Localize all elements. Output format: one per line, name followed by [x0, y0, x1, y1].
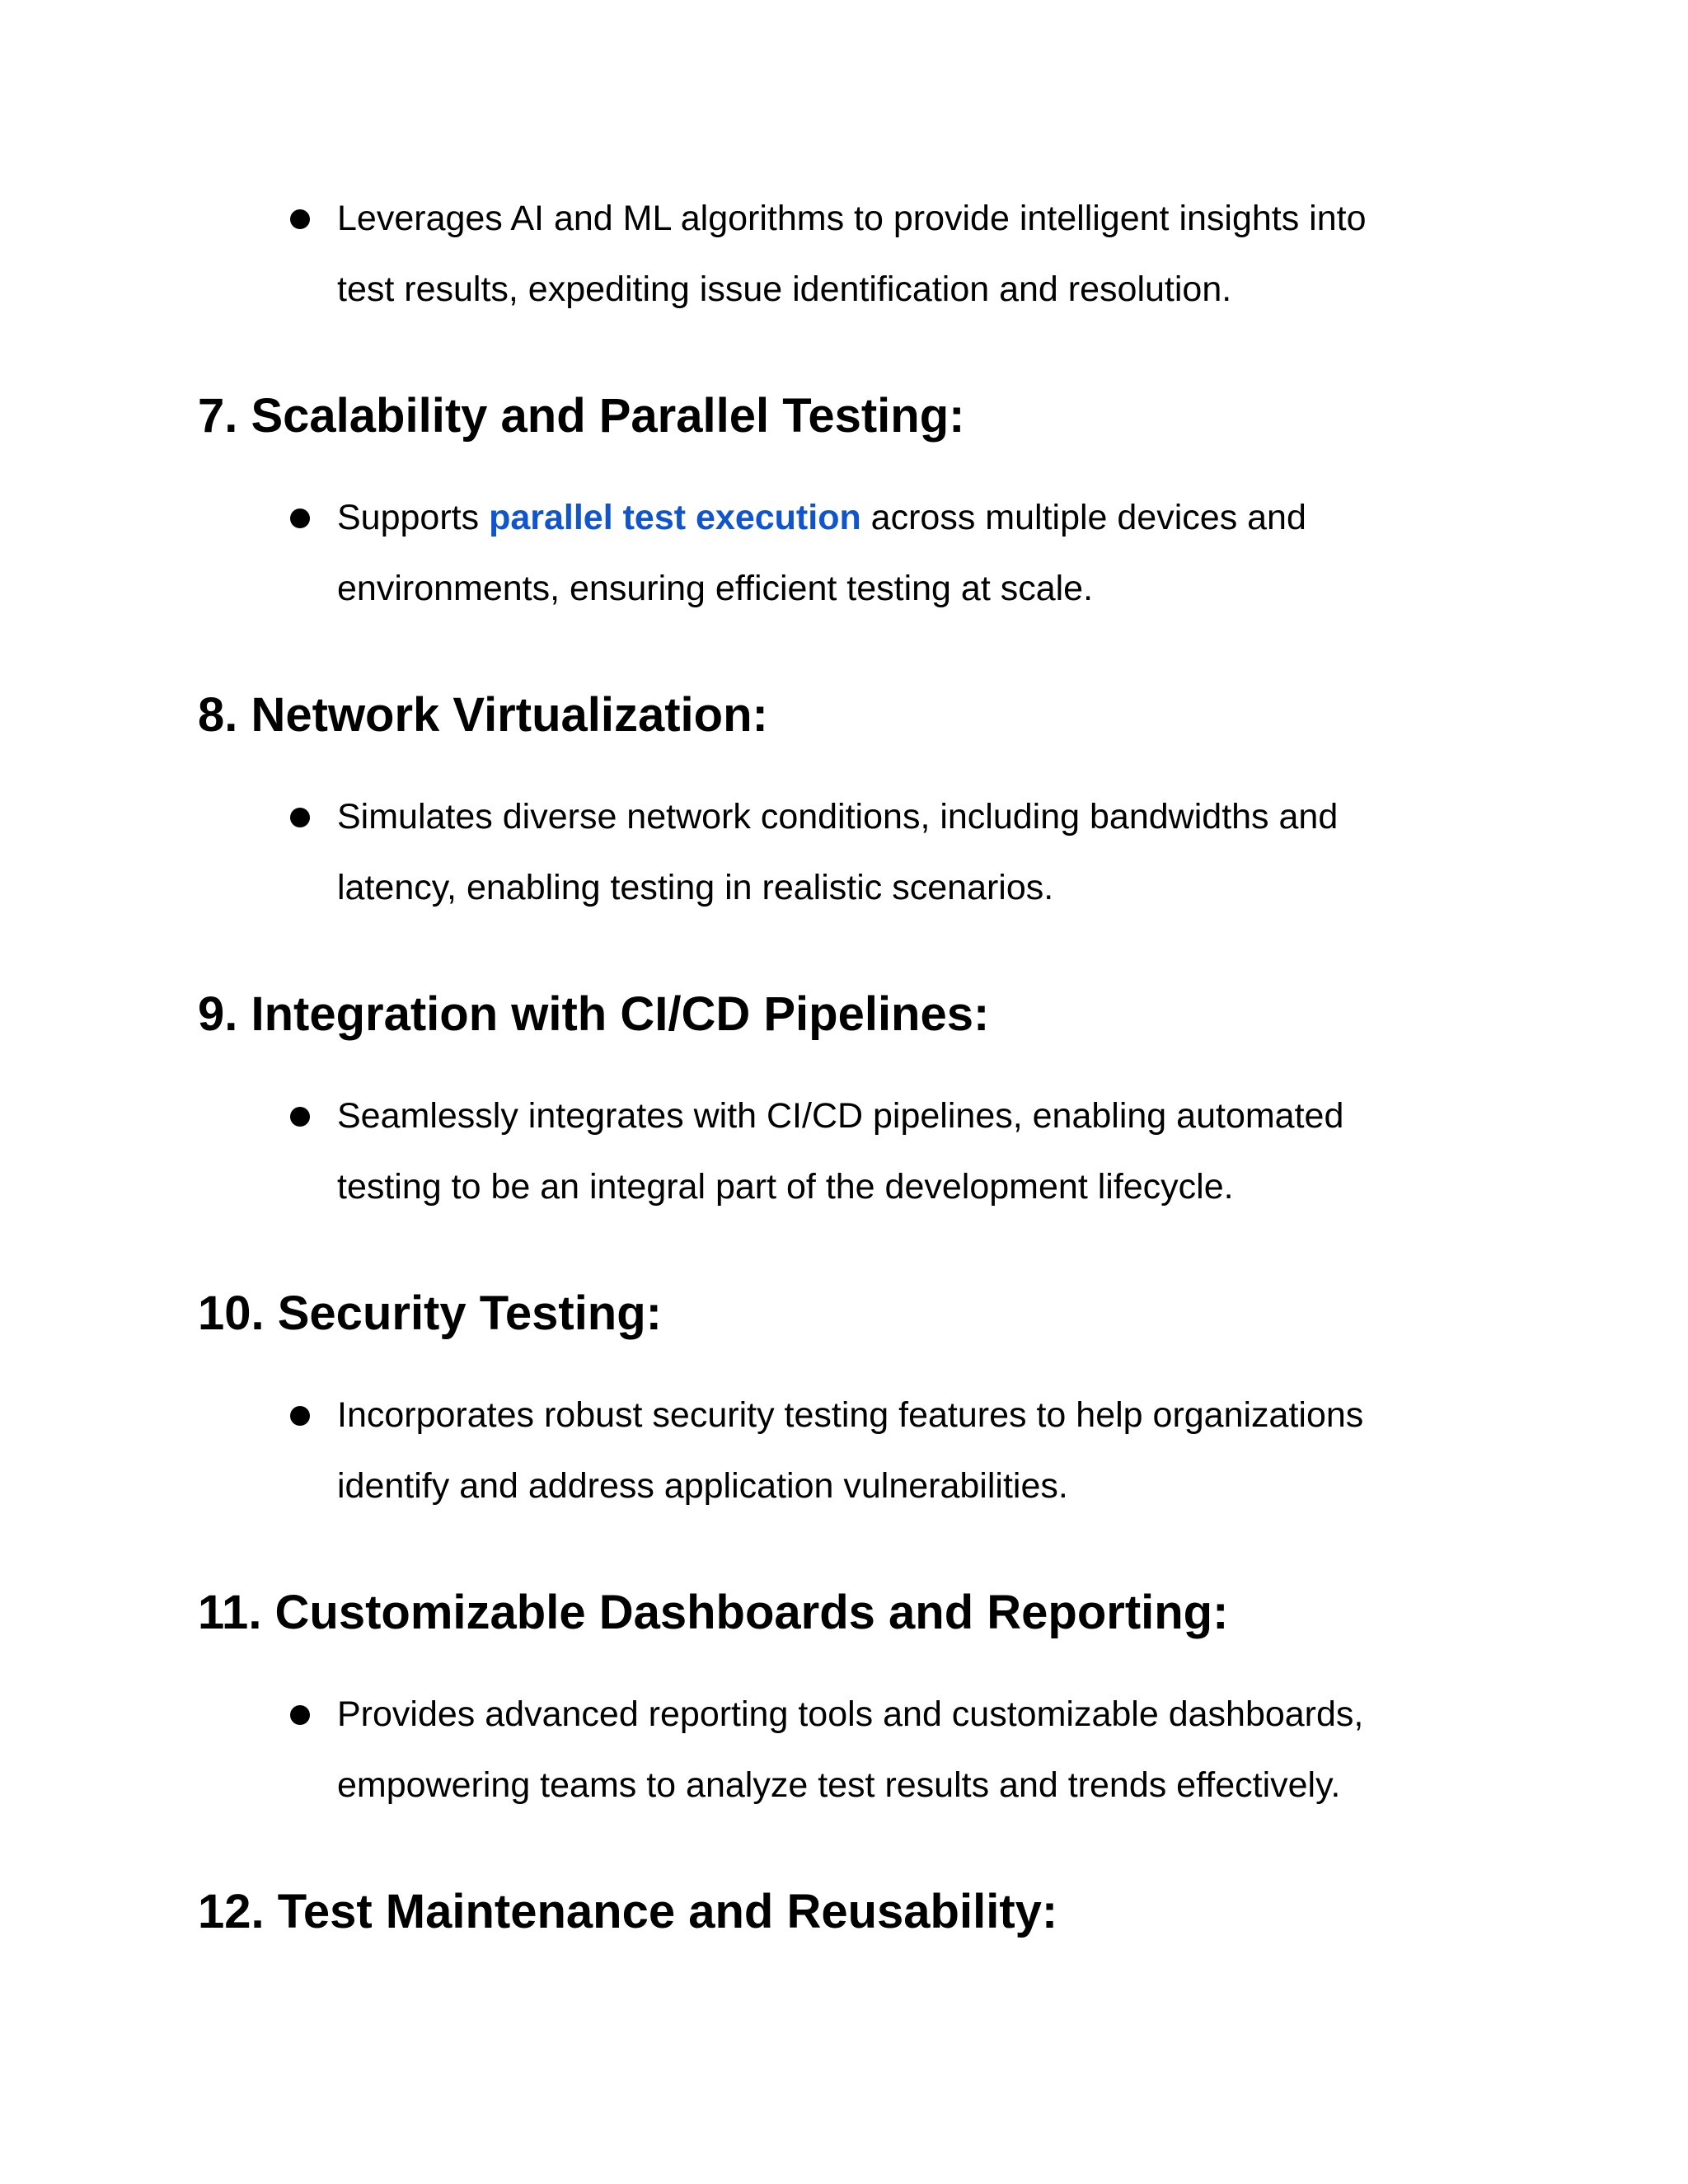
bullet-line: [337, 482, 1491, 553]
section-heading-test-maintenance: 12. Test Maintenance and Reusability:: [198, 1885, 1058, 1938]
section-heading-scalability: 7. Scalability and Parallel Testing:: [198, 389, 965, 443]
bullet-line: testing to be an integral part of the development lifecycle.: [337, 1167, 1234, 1207]
bullet-line: environments, ensuring efficient testing at scale.: [337, 569, 1094, 608]
bullet-line: Seamlessly integrates with CI/CD pipelines, enabling automated: [337, 1096, 1344, 1136]
bullet-item-cicd: [337, 1080, 1491, 1222]
bullet-item-security: [337, 1380, 1491, 1521]
bullet-dot: [290, 1107, 310, 1127]
bullet-line: test results, expediting issue identification and resolution.: [337, 269, 1232, 309]
section-heading-dashboards-reporting: 11. Customizable Dashboards and Reporting:: [198, 1586, 1229, 1639]
bullet-item-ai-insights: [337, 183, 1491, 325]
bullet-dot: [290, 808, 310, 827]
bullet-line: identify and address application vulnerabilities.: [337, 1466, 1068, 1506]
bullet-item-parallel-testing: [337, 482, 1491, 624]
section-heading-security-testing: 10. Security Testing:: [198, 1286, 662, 1340]
bullet-text-prefix: Supports: [337, 498, 490, 537]
bullet-dot: [290, 1705, 310, 1725]
bullet-line: latency, enabling testing in realistic scenarios.: [337, 868, 1054, 907]
section-heading-network-virtualization: 8. Network Virtualization:: [198, 688, 768, 742]
bullet-dot: [290, 1406, 310, 1426]
section-heading-cicd-integration: 9. Integration with CI/CD Pipelines:: [198, 987, 990, 1041]
bullet-dot: [290, 509, 310, 528]
bullet-dot: [290, 209, 310, 229]
bullet-item-reporting: [337, 1679, 1491, 1821]
bullet-line: Incorporates robust security testing features to help organizations: [337, 1395, 1364, 1435]
bullet-text-suffix: across multiple devices and: [860, 498, 1306, 537]
bullet-item-network-conditions: [337, 781, 1491, 923]
bullet-line: Leverages AI and ML algorithms to provide intelligent insights into: [337, 199, 1367, 238]
bullet-line: Simulates diverse network conditions, including bandwidths and: [337, 797, 1339, 837]
bullet-line: Provides advanced reporting tools and customizable dashboards,: [337, 1694, 1364, 1734]
bullet-line: empowering teams to analyze test results and trends effectively.: [337, 1765, 1341, 1805]
parallel-test-execution-link[interactable]: parallel test execution: [489, 498, 861, 537]
